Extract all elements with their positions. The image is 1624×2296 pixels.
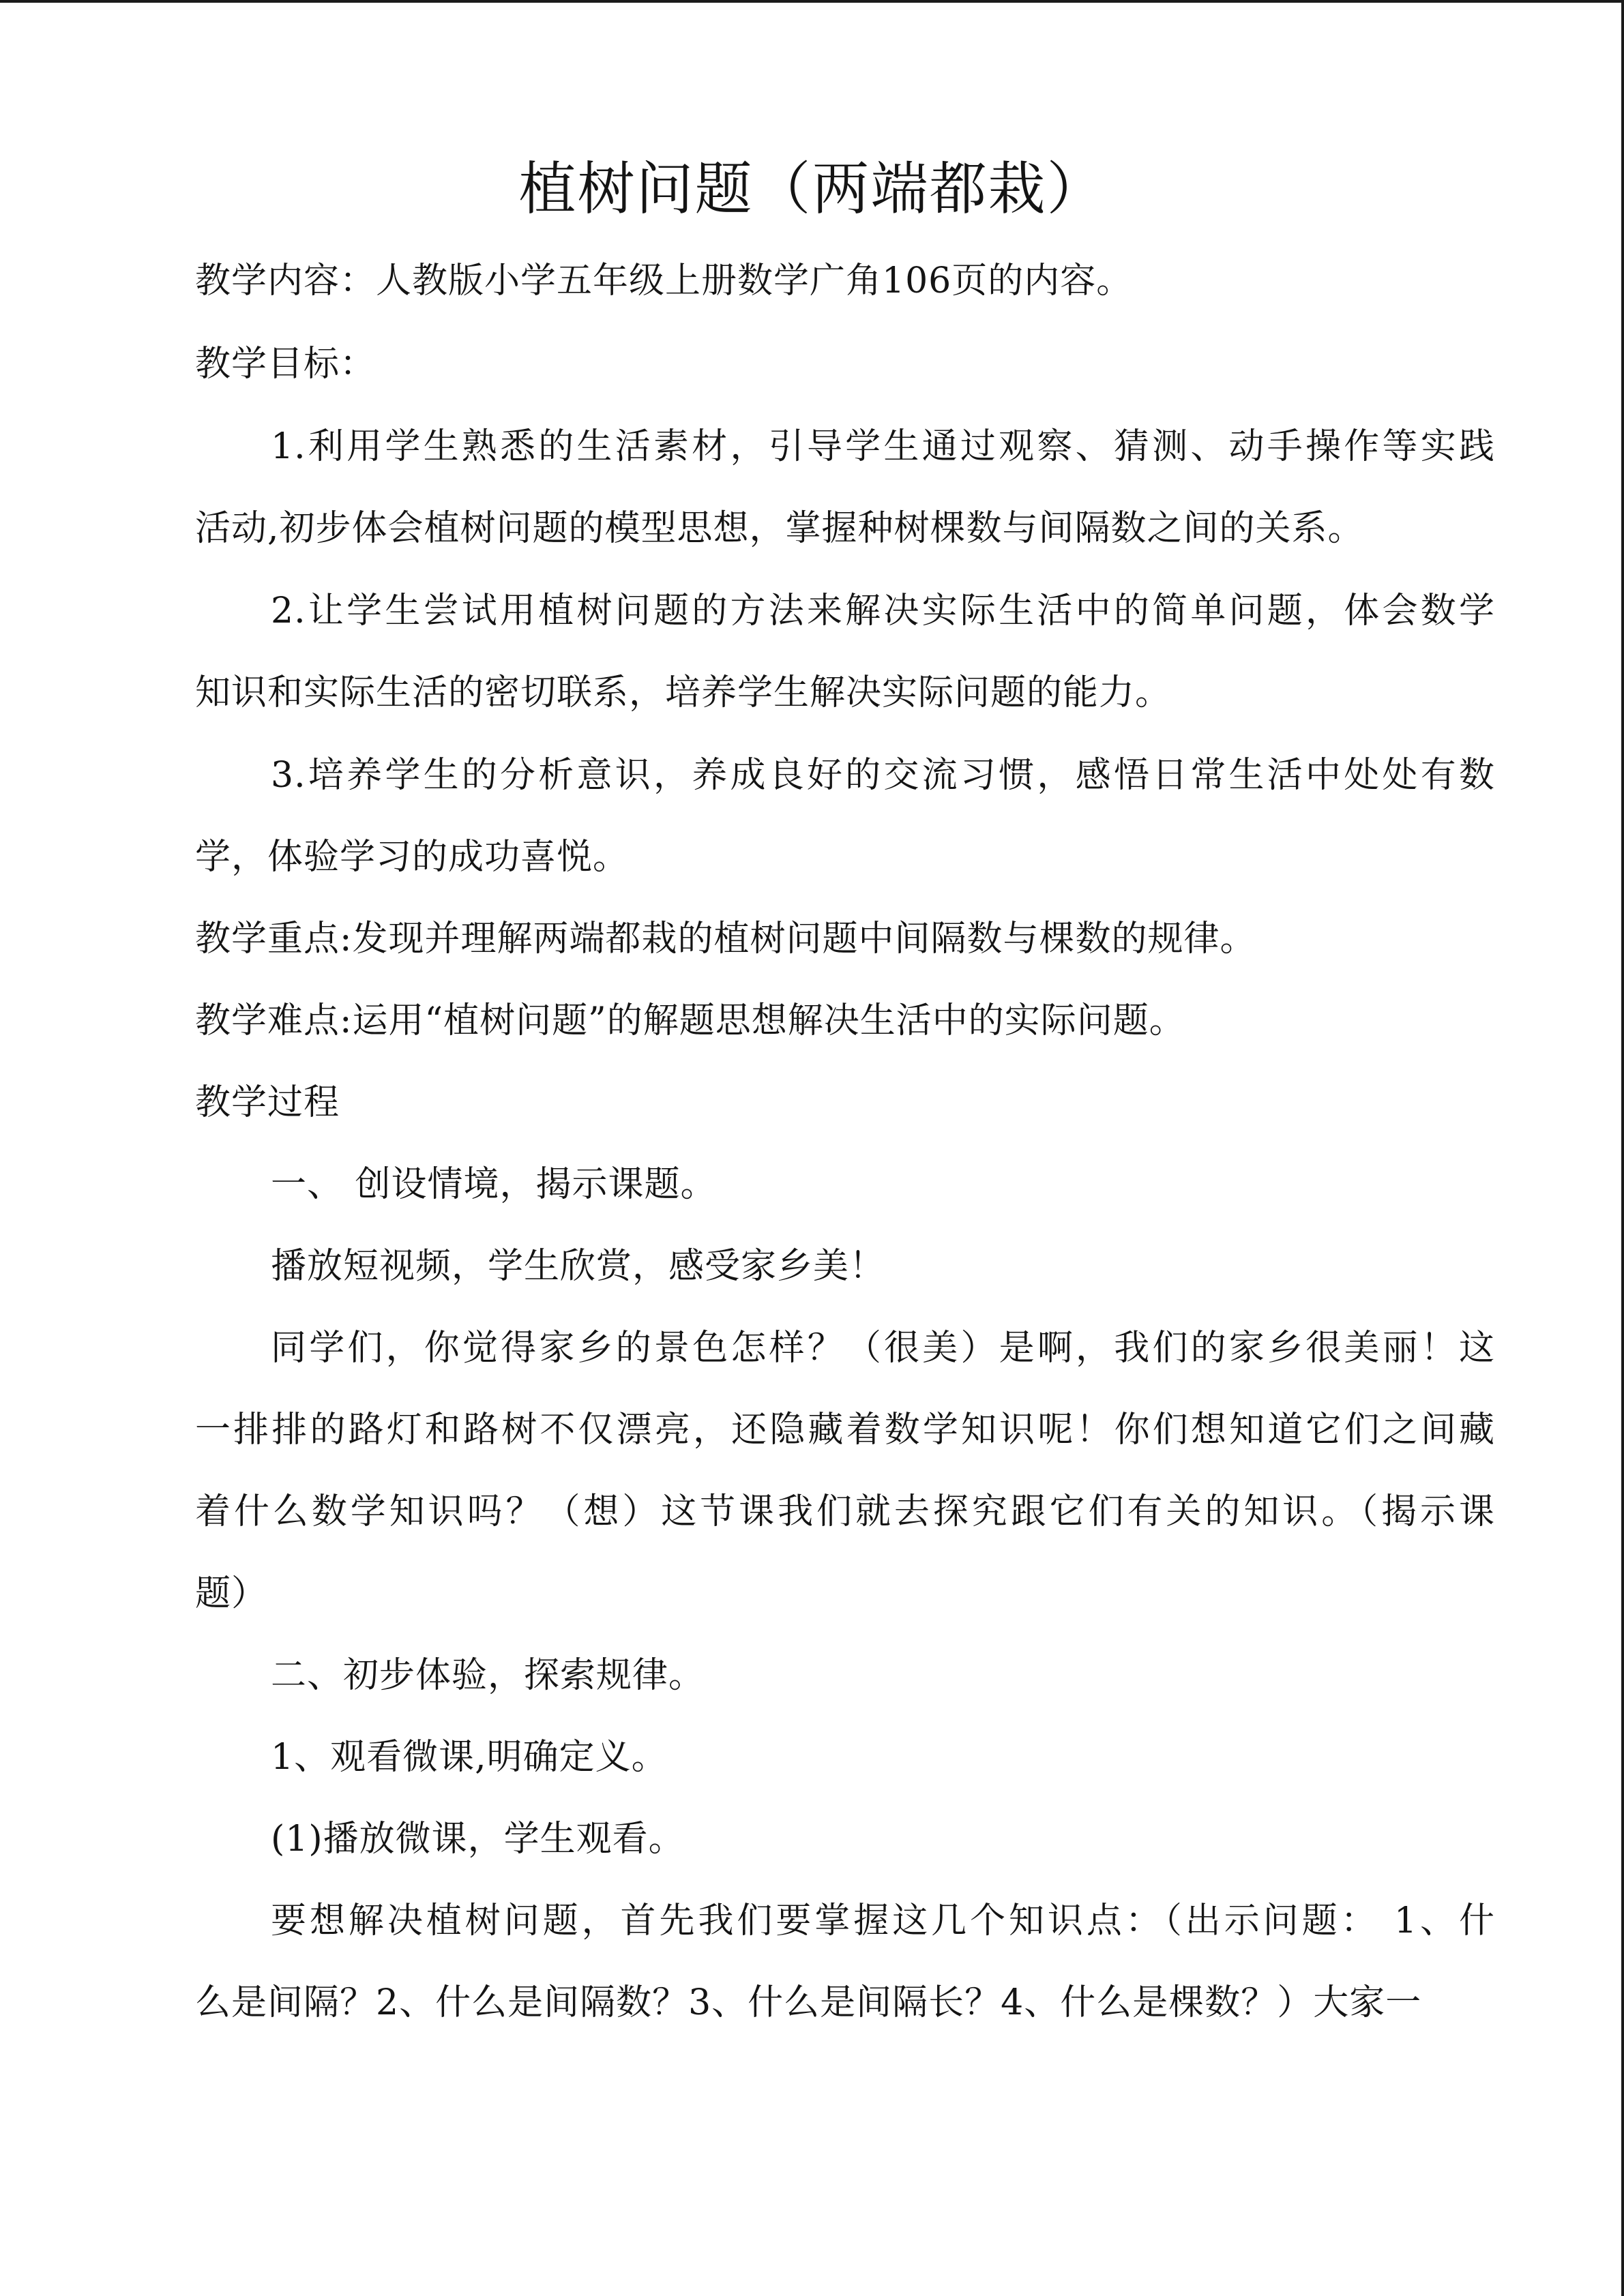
- key-point-line: 教学重点:发现并理解两端都栽的植树问题中间隔数与棵数的规律。: [195, 919, 1256, 959]
- section-1-paragraph-2-line-2: 一排排的路灯和路树不仅漂亮，还隐藏着数学知识呢！你们想知道它们之间藏: [195, 1410, 1495, 1450]
- goal-2-line-2: 知识和实际生活的密切联系，培养学生解决实际问题的能力。: [195, 672, 1172, 713]
- section-1-paragraph-2-line-1: 同学们，你觉得家乡的景色怎样？（很美）是啊，我们的家乡很美丽！这: [271, 1328, 1495, 1369]
- goal-2-line-1: 2.让学生尝试用植树问题的方法来解决实际生活中的简单问题，体会数学: [271, 591, 1495, 631]
- section-1-paragraph-1: 播放短视频，学生欣赏，感受家乡美！: [271, 1246, 886, 1287]
- goal-1-line-2: 活动,初步体会植树问题的模型思想，掌握种树棵数与间隔数之间的关系。: [195, 508, 1364, 549]
- step-1-line: (1)播放微课，学生观看。: [271, 1819, 685, 1860]
- goal-3-line-2: 学，体验学习的成功喜悦。: [195, 837, 630, 878]
- page-title: 植树问题（两端都栽）: [518, 155, 1106, 222]
- difficulty-line: 教学难点:运用“植树问题”的解题思想解决生活中的实际问题。: [195, 1000, 1185, 1041]
- teaching-goals-heading: 教学目标：: [195, 344, 377, 385]
- goal-3-line-1: 3.培养学生的分析意识，养成良好的交流习惯，感悟日常生活中处处有数: [271, 755, 1495, 796]
- knowledge-points-line-1: 要想解决植树问题，首先我们要掌握这几个知识点：（出示问题： 1、什: [271, 1900, 1495, 1941]
- subsection-1-heading: 1、观看微课,明确定义。: [271, 1737, 668, 1778]
- teaching-process-heading: 教学过程: [195, 1082, 340, 1123]
- section-1-paragraph-2-line-4: 题）: [195, 1573, 268, 1614]
- goal-1-line-1: 1.利用学生熟悉的生活素材，引导学生通过观察、猜测、动手操作等实践: [271, 426, 1495, 467]
- section-1-heading: 一、 创设情境，揭示课题。: [271, 1164, 717, 1205]
- section-1-paragraph-2-line-3: 着什么数学知识吗？（想）这节课我们就去探究跟它们有关的知识。（揭示课: [195, 1491, 1495, 1532]
- section-2-heading: 二、初步体验，探索规律。: [271, 1655, 705, 1696]
- knowledge-points-line-2: 么是间隔？2、什么是间隔数？3、什么是间隔长？4、什么是棵数？）大家一: [195, 1982, 1422, 2023]
- teaching-content-line: 教学内容：人教版小学五年级上册数学广角106页的内容。: [195, 260, 1133, 301]
